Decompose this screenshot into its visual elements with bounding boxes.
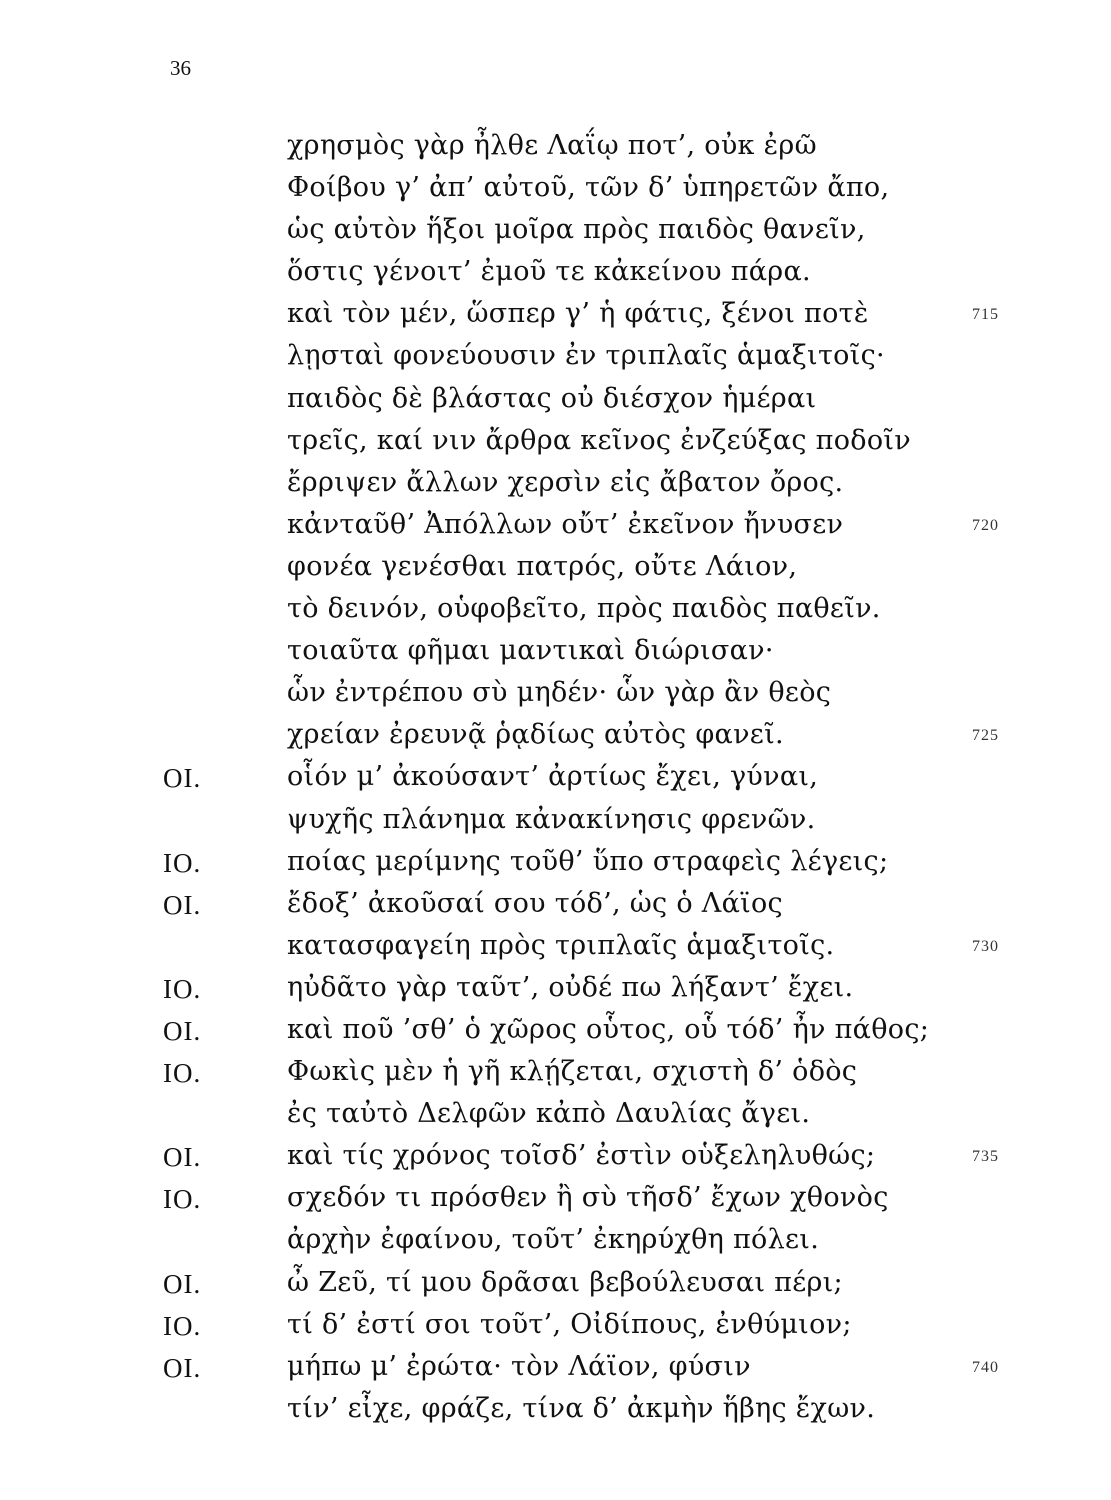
verse-text: καὶ τὸν μέν, ὥσπερ γ’ ἡ φάτις, ξένοι ποτὲ	[287, 298, 869, 330]
verse-text: σχεδόν τι πρόσθεν ἢ σὺ τῆσδ’ ἔχων χθονὸς	[287, 1182, 889, 1214]
speaker-label: ΙΟ.	[163, 973, 202, 1004]
verse-text: ἐς ταὐτὸ Δελφῶν κἀπὸ Δαυλίας ἄγει.	[287, 1098, 811, 1130]
verse-text: τὸ δεινόν, οὑφοβεῖτο, πρὸς παιδὸς παθεῖν.	[287, 593, 881, 625]
verse-text: ὦ Ζεῦ, τί μου δρᾶσαι βεβούλευσαι πέρι;	[287, 1266, 843, 1298]
verse-text: χρησμὸς γὰρ ἦλθε Λαΐῳ ποτ’, οὐκ ἐρῶ	[287, 130, 817, 161]
verse-text: κἀνταῦθ’ Ἀπόλλων οὔτ’ ἐκεῖνον ἤνυσεν	[287, 508, 844, 540]
verse-text: ψυχῆς πλάνημα κἀνακίνησις φρενῶν.	[287, 803, 816, 835]
speaker-label: ΟΙ.	[163, 763, 202, 794]
verse-line	[0, 1393, 1111, 1435]
verse-line	[0, 340, 1111, 382]
verse-text: ἔρριψεν ἄλλων χερσὶν εἰς ἄβατον ὄρος.	[287, 466, 844, 498]
verse-text: χρείαν ἐρευνᾷ ῥᾳδίως αὐτὸς φανεῖ.	[287, 719, 784, 751]
verse-line	[0, 635, 1111, 677]
verse-line	[0, 677, 1111, 719]
verse-line	[0, 383, 1111, 425]
verse-text: φονέα γενέσθαι πατρός, οὔτε Λάιον,	[287, 550, 798, 582]
speaker-label: ΟΙ.	[163, 1268, 202, 1299]
verse-text: ποίας μερίμνης τοῦθ’ ὕπο στραφεὶς λέγεις;	[287, 845, 889, 877]
verse-text: παιδὸς δὲ βλάστας οὐ διέσχον ἡμέραι	[287, 382, 817, 414]
speaker-label: ΟΙ.	[163, 889, 202, 920]
line-number: 730	[972, 937, 999, 955]
verse-line	[0, 804, 1111, 846]
verse-line	[0, 888, 1111, 930]
speaker-label: ΟΙ.	[163, 1352, 202, 1383]
verse-line	[0, 1140, 1111, 1182]
verse-text: λῃσταὶ φονεύουσιν ἐν τριπλαῖς ἁμαξιτοῖς·	[287, 340, 885, 372]
verse-line	[0, 1182, 1111, 1224]
verse-text: ἔδοξ’ ἀκοῦσαί σου τόδ’, ὡς ὁ Λάϊος	[287, 887, 783, 919]
verse-line	[0, 1098, 1111, 1140]
speaker-label: ΙΟ.	[163, 1058, 202, 1089]
verse-text: ηὐδᾶτο γὰρ ταῦτ’, οὐδέ πω λήξαντ’ ἔχει.	[287, 971, 854, 1003]
verse-text: ὧν ἐντρέπου σὺ μηδέν· ὧν γὰρ ἂν θεὸς	[287, 677, 832, 709]
line-number: 735	[972, 1148, 999, 1166]
verse-line	[0, 1309, 1111, 1351]
verse-text: ὡς αὐτὸν ἥξοι μοῖρα πρὸς παιδὸς θανεῖν,	[287, 214, 866, 246]
verse-line	[0, 593, 1111, 635]
verse-text: ὅστις γένοιτ’ ἐμοῦ τε κἀκείνου πάρα.	[287, 256, 811, 288]
verse-text: οἷόν μ’ ἀκούσαντ’ ἀρτίως ἔχει, γύναι,	[287, 761, 819, 793]
verse-line	[0, 172, 1111, 214]
speaker-label: ΟΙ.	[163, 1015, 202, 1046]
verse-text: καὶ ποῦ ’σθ’ ὁ χῶρος οὗτος, οὗ τόδ’ ἦν πάθος;	[287, 1013, 930, 1045]
verse-text: τρεῖς, καί νιν ἄρθρα κεῖνος ἐνζεύξας ποδοῖν	[287, 424, 911, 456]
line-number: 720	[972, 516, 999, 534]
verse-text: τοιαῦτα φῆμαι μαντικαὶ διώρισαν·	[287, 635, 774, 667]
verse-line	[0, 1267, 1111, 1309]
line-number: 740	[972, 1358, 999, 1376]
line-number: 715	[972, 306, 999, 324]
verse-text: καὶ τίς χρόνος τοῖσδ’ ἐστὶν οὑξεληλυθώς;	[287, 1140, 876, 1172]
verse-text: κατασφαγείη πρὸς τριπλαῖς ἁμαξιτοῖς.	[287, 929, 835, 961]
verse-line	[0, 1224, 1111, 1266]
verse-line	[0, 467, 1111, 509]
verse-line	[0, 761, 1111, 803]
verse-text: μήπω μ’ ἐρώτα· τὸν Λάϊον, φύσιν	[287, 1350, 751, 1382]
verse-line	[0, 425, 1111, 467]
verse-text: Φωκὶς μὲν ἡ γῆ κλῄζεται, σχιστὴ δ’ ὁδὸς	[287, 1056, 858, 1088]
verse-line	[0, 1351, 1111, 1393]
verse-line	[0, 509, 1111, 551]
verse-line	[0, 846, 1111, 888]
speaker-label: ΟΙ.	[163, 1142, 202, 1173]
speaker-label: ΙΟ.	[163, 1184, 202, 1215]
verse-line	[0, 256, 1111, 298]
speaker-label: ΙΟ.	[163, 1310, 202, 1341]
line-number: 725	[972, 727, 999, 745]
verse-text: τίν’ εἶχε, φράζε, τίνα δ’ ἀκμὴν ἥβης ἔχων.	[287, 1392, 876, 1424]
verse-line	[0, 972, 1111, 1014]
verse-line	[0, 1056, 1111, 1098]
verse-line	[0, 1014, 1111, 1056]
verse-text: Φοίβου γ’ ἀπ’ αὐτοῦ, τῶν δ’ ὑπηρετῶν ἄπο,	[287, 172, 890, 204]
verse-line	[0, 298, 1111, 340]
verse-lines	[0, 130, 1111, 1435]
verse-line	[0, 930, 1111, 972]
page-number: 36	[170, 56, 191, 80]
verse-text: ἀρχὴν ἐφαίνου, τοῦτ’ ἐκηρύχθη πόλει.	[287, 1224, 820, 1256]
speaker-label: ΙΟ.	[163, 847, 202, 878]
verse-line	[0, 214, 1111, 256]
verse-line	[0, 130, 1111, 172]
verse-text: τί δ’ ἐστί σοι τοῦτ’, Οἰδίπους, ἐνθύμιον;	[287, 1308, 852, 1340]
verse-line	[0, 551, 1111, 593]
verse-line	[0, 719, 1111, 761]
